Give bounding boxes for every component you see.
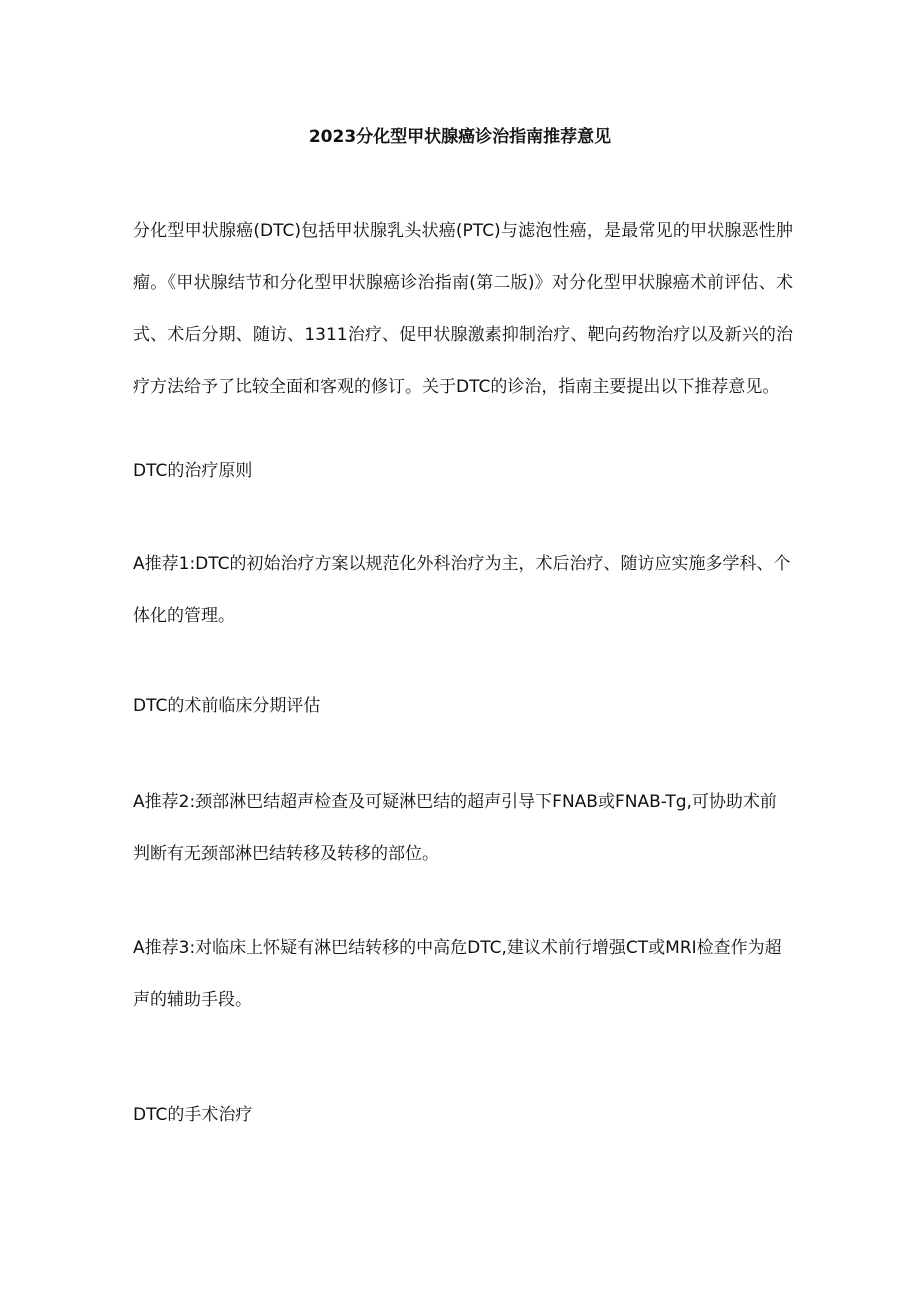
intro-paragraph: 分化型甲状腺癌(DTC)包括甲状腺乳头状癌(PTC)与滤泡性癌，是最常见的甲状腺恶性肿瘤。《甲状腺结节和分化型甲状腺癌诊治指南(第二版)》对分化型甲状腺癌术前评估、术式、术后分期、随访、1311治疗、促甲状腺激素抑制治疗、靶向药物治疗以及新兴的治疗方法给予了比较全面和客观的修订。关于DTC的诊治，指南主要提出以下推荐意见。 <box>133 221 793 397</box>
recommendation-3: A推荐3:对临床上怀疑有淋巴结转移的中高危DTC,建议术前行增强CT或MRI检查作为超声的辅助手段。 <box>133 938 782 1010</box>
section-heading-treatment-principle: DTC的治疗原则 <box>133 461 253 481</box>
section-heading-surgical-treatment: DTC的手术治疗 <box>133 1105 253 1125</box>
recommendation-1: A推荐1:DTC的初始治疗方案以规范化外科治疗为主，术后治疗、随访应实施多学科、个体化的管理。 <box>133 554 791 626</box>
section-heading-preoperative-staging: DTC的术前临床分期评估 <box>133 696 321 716</box>
document-title: 2023分化型甲状腺癌诊治指南推荐意见 <box>308 127 612 147</box>
recommendation-2: A推荐2:颈部淋巴结超声检查及可疑淋巴结的超声引导下FNAB或FNAB-Tg,可协助术前判断有无颈部淋巴结转移及转移的部位。 <box>133 792 777 864</box>
